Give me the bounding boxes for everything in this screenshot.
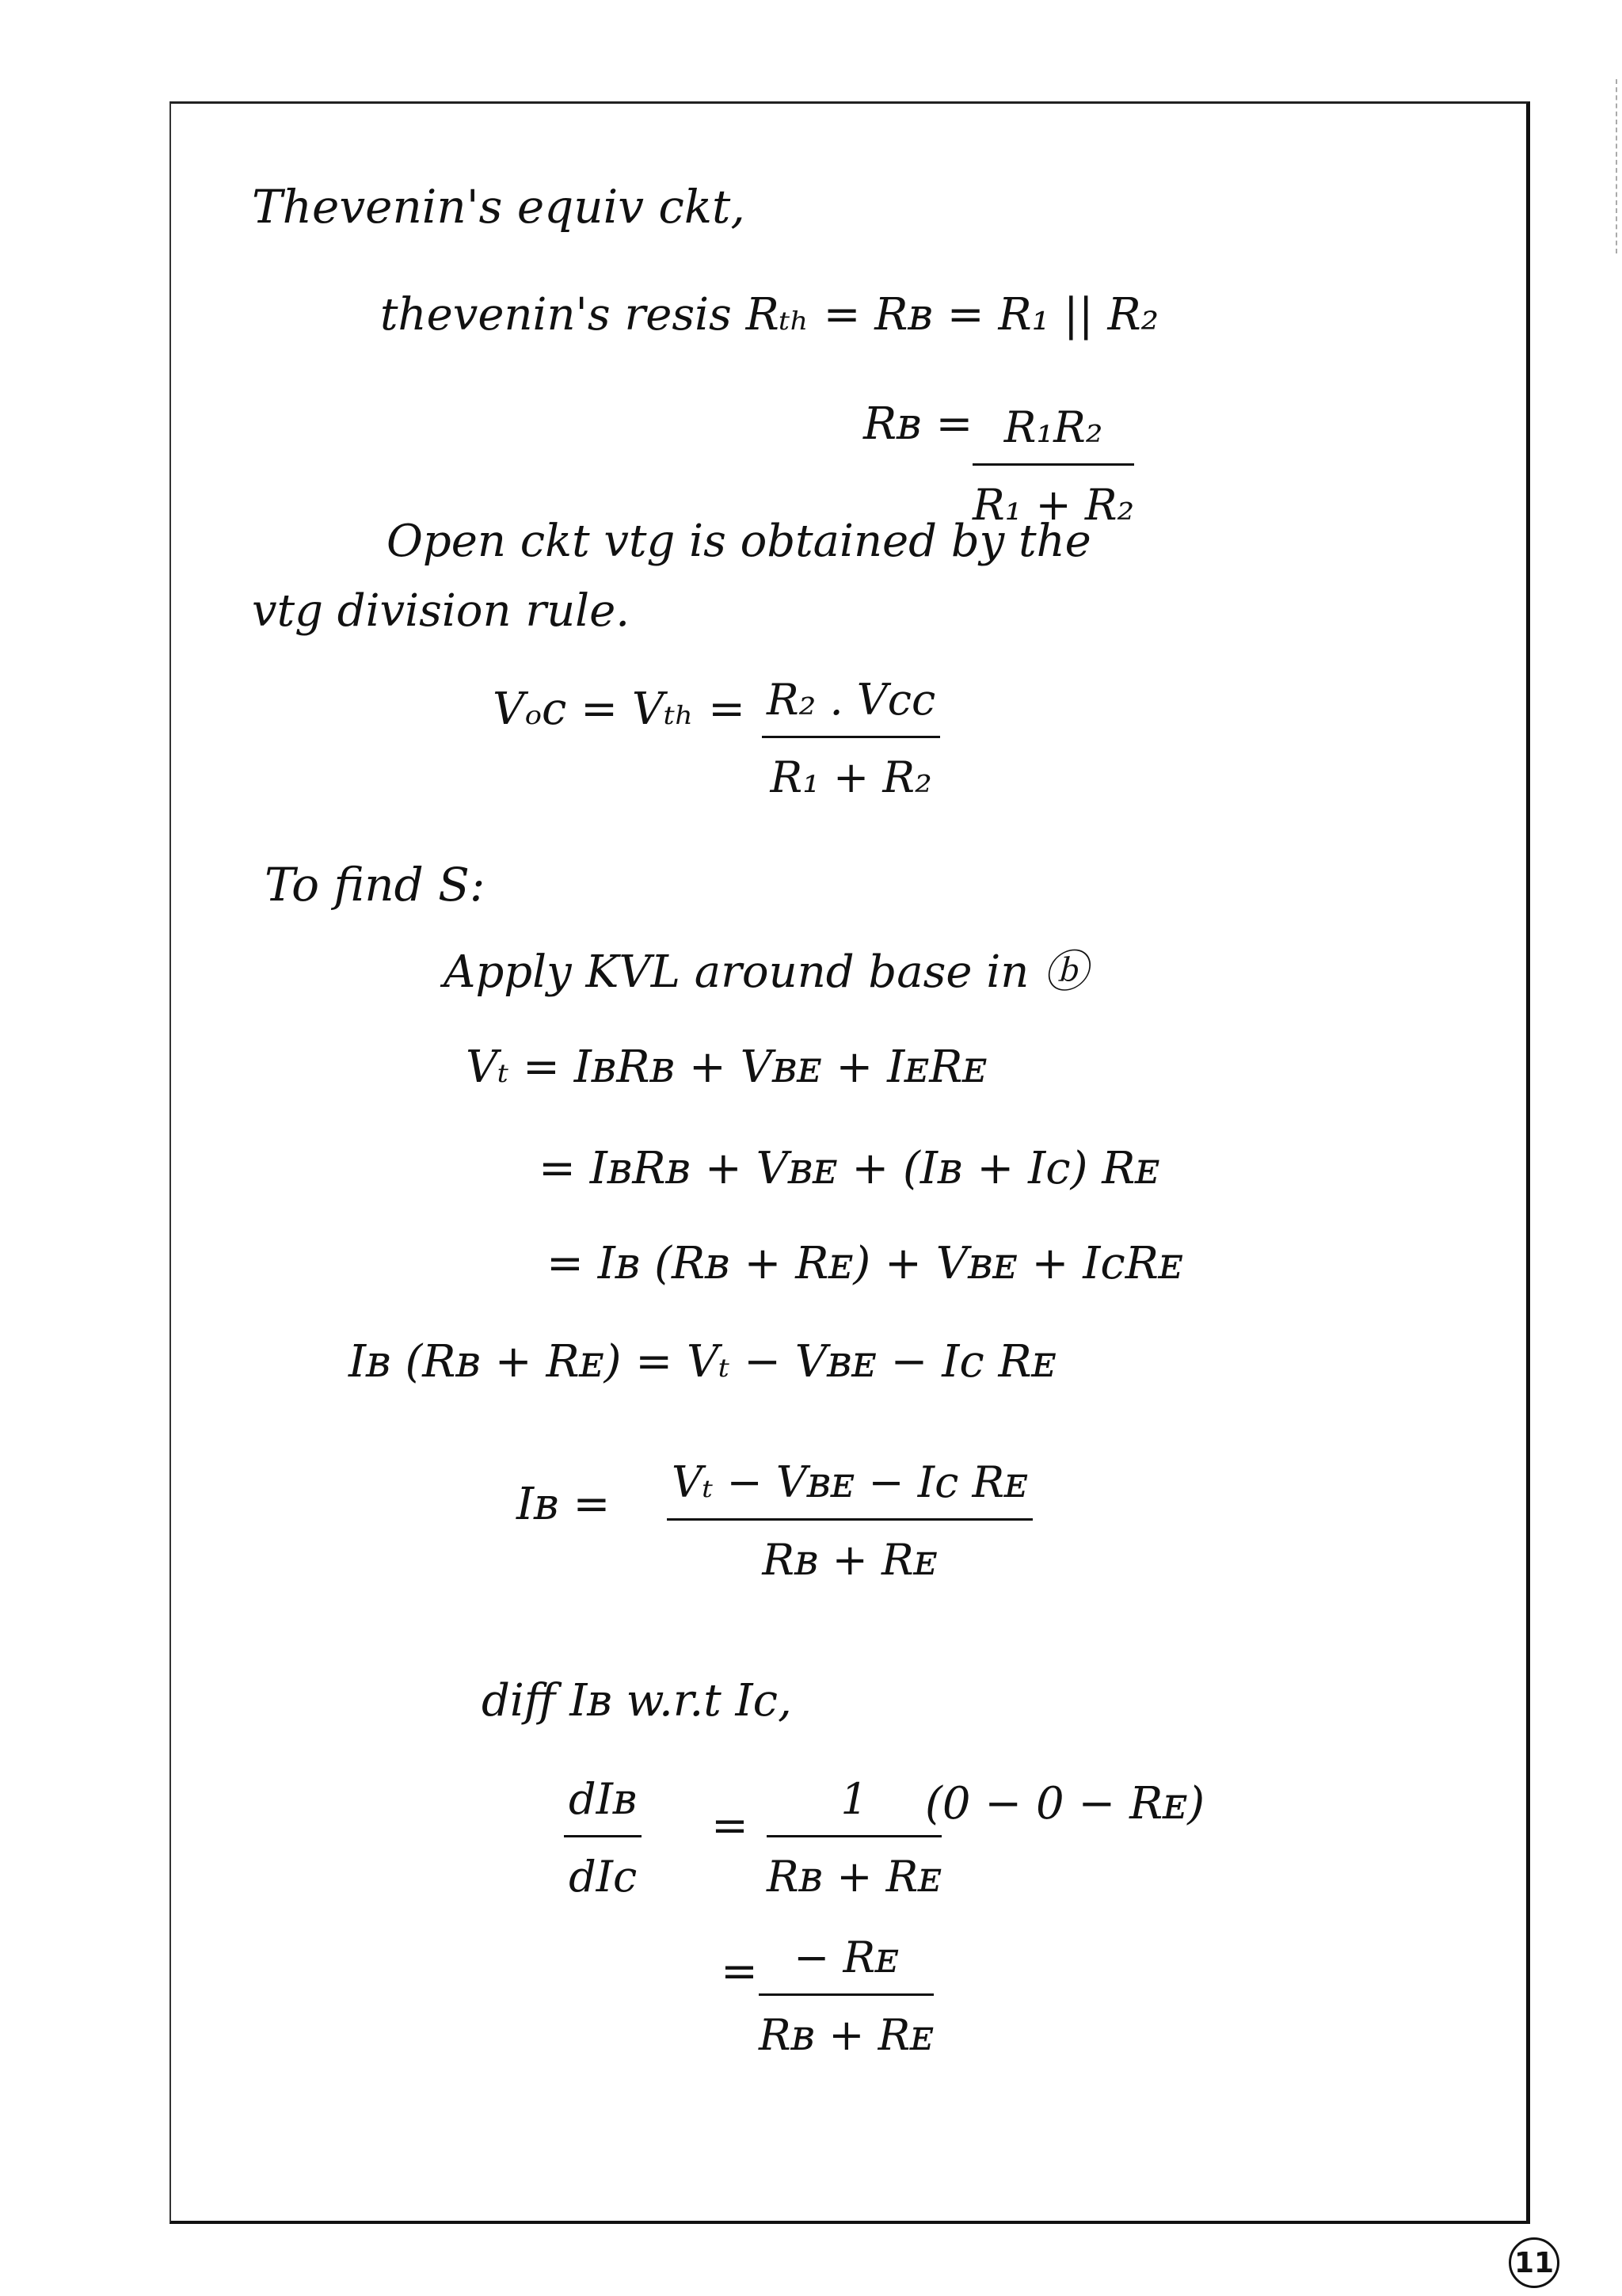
one-over-fraction [767, 1774, 942, 1902]
result-fraction [759, 1932, 934, 2060]
line-rth: thevenin's resis Rₜₕ = Rʙ = R₁ || R₂ [380, 289, 1159, 341]
open-ckt-line-2: vtg division rule. [252, 585, 630, 637]
one-denominator: Rʙ + Rᴇ [767, 1852, 942, 1902]
rb-lhs: Rʙ = [863, 398, 973, 450]
one-numerator: 1 [840, 1774, 868, 1824]
rb-fraction [973, 402, 1134, 530]
scan-edge-marks [1616, 79, 1622, 253]
derivative-denominator: dIc [569, 1852, 638, 1902]
ib-fraction [667, 1457, 1033, 1585]
diff-line: diff Iʙ w.r.t Ic, [482, 1675, 792, 1727]
equation-1: Vₜ = IʙRʙ + Vʙᴇ + IᴇRᴇ [466, 1041, 988, 1093]
rb-numerator: R₁R₂ [1003, 402, 1103, 452]
voc-numerator: R₂ . Vcc [767, 675, 936, 725]
derivative-equals: = [711, 1800, 748, 1852]
to-find: To find S: [265, 858, 485, 912]
voc-denominator: R₁ + R₂ [770, 752, 932, 802]
equation-4: Iʙ (Rʙ + Rᴇ) = Vₜ − Vʙᴇ − Ic Rᴇ [348, 1336, 1057, 1388]
page-number: 11 [1509, 2237, 1559, 2288]
apply-kvl: Apply KVL around base in ⓑ [444, 946, 1088, 998]
voc-fraction [762, 675, 940, 802]
equation-3: = Iʙ (Rʙ + Rᴇ) + Vʙᴇ + IcRᴇ [546, 1238, 1183, 1289]
rb-denominator: R₁ + R₂ [973, 480, 1135, 530]
result-denominator: Rʙ + Rᴇ [759, 2010, 935, 2060]
equation-2: = IʙRʙ + Vʙᴇ + (Iʙ + Ic) Rᴇ [539, 1143, 1160, 1194]
derivative-numerator: dIʙ [569, 1774, 638, 1824]
result-numerator: − Rᴇ [794, 1932, 900, 1982]
ib-lhs: Iʙ = [516, 1479, 611, 1530]
derivative-fraction [564, 1774, 642, 1902]
ib-denominator: Rʙ + Rᴇ [762, 1535, 938, 1585]
heading: Thevenin's equiv ckt, [252, 180, 745, 234]
result-lhs: = [721, 1946, 758, 1997]
ib-numerator: Vₜ − Vʙᴇ − Ic Rᴇ [672, 1457, 1029, 1507]
open-ckt-line-1: Open ckt vtg is obtained by the [386, 516, 1091, 567]
derivative-tail: (0 − 0 − Rᴇ) [925, 1778, 1205, 1830]
voc-lhs: Vₒc = Vₜₕ = [493, 683, 746, 735]
